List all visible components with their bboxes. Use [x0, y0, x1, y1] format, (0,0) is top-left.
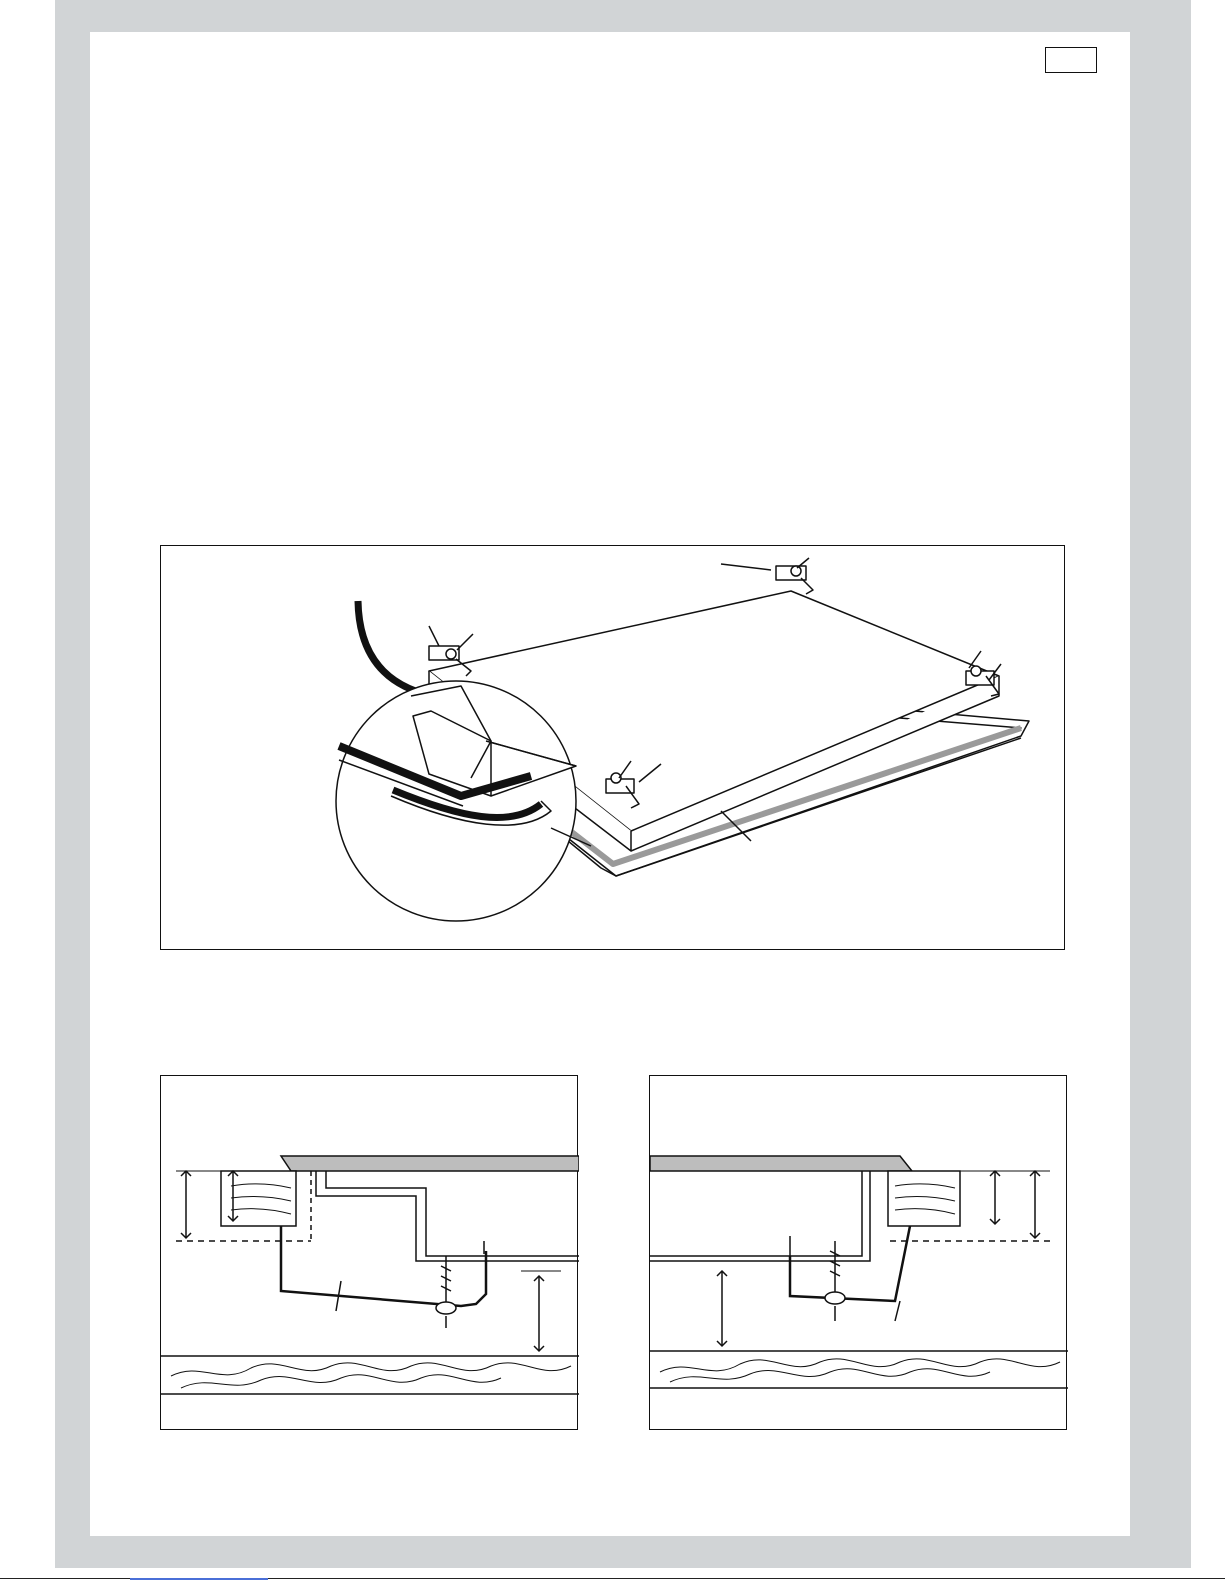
worktop-section: [888, 1171, 960, 1226]
glass-top: [650, 1156, 912, 1171]
footer-link[interactable]: [130, 1578, 268, 1580]
detail-magnifier: [336, 681, 576, 921]
section-drawing-left: [161, 1076, 579, 1431]
cooktop-underside-drawing: [161, 546, 1066, 951]
installation-perspective-figure: [160, 545, 1065, 950]
page-number-tab: [1045, 47, 1097, 73]
section-drawing-right: [650, 1076, 1068, 1431]
glass-top: [281, 1156, 579, 1171]
section-figure-left: [160, 1075, 578, 1430]
section-figure-right: [649, 1075, 1067, 1430]
fixing-clip-top-right: [776, 566, 813, 594]
power-cable: [358, 601, 433, 696]
